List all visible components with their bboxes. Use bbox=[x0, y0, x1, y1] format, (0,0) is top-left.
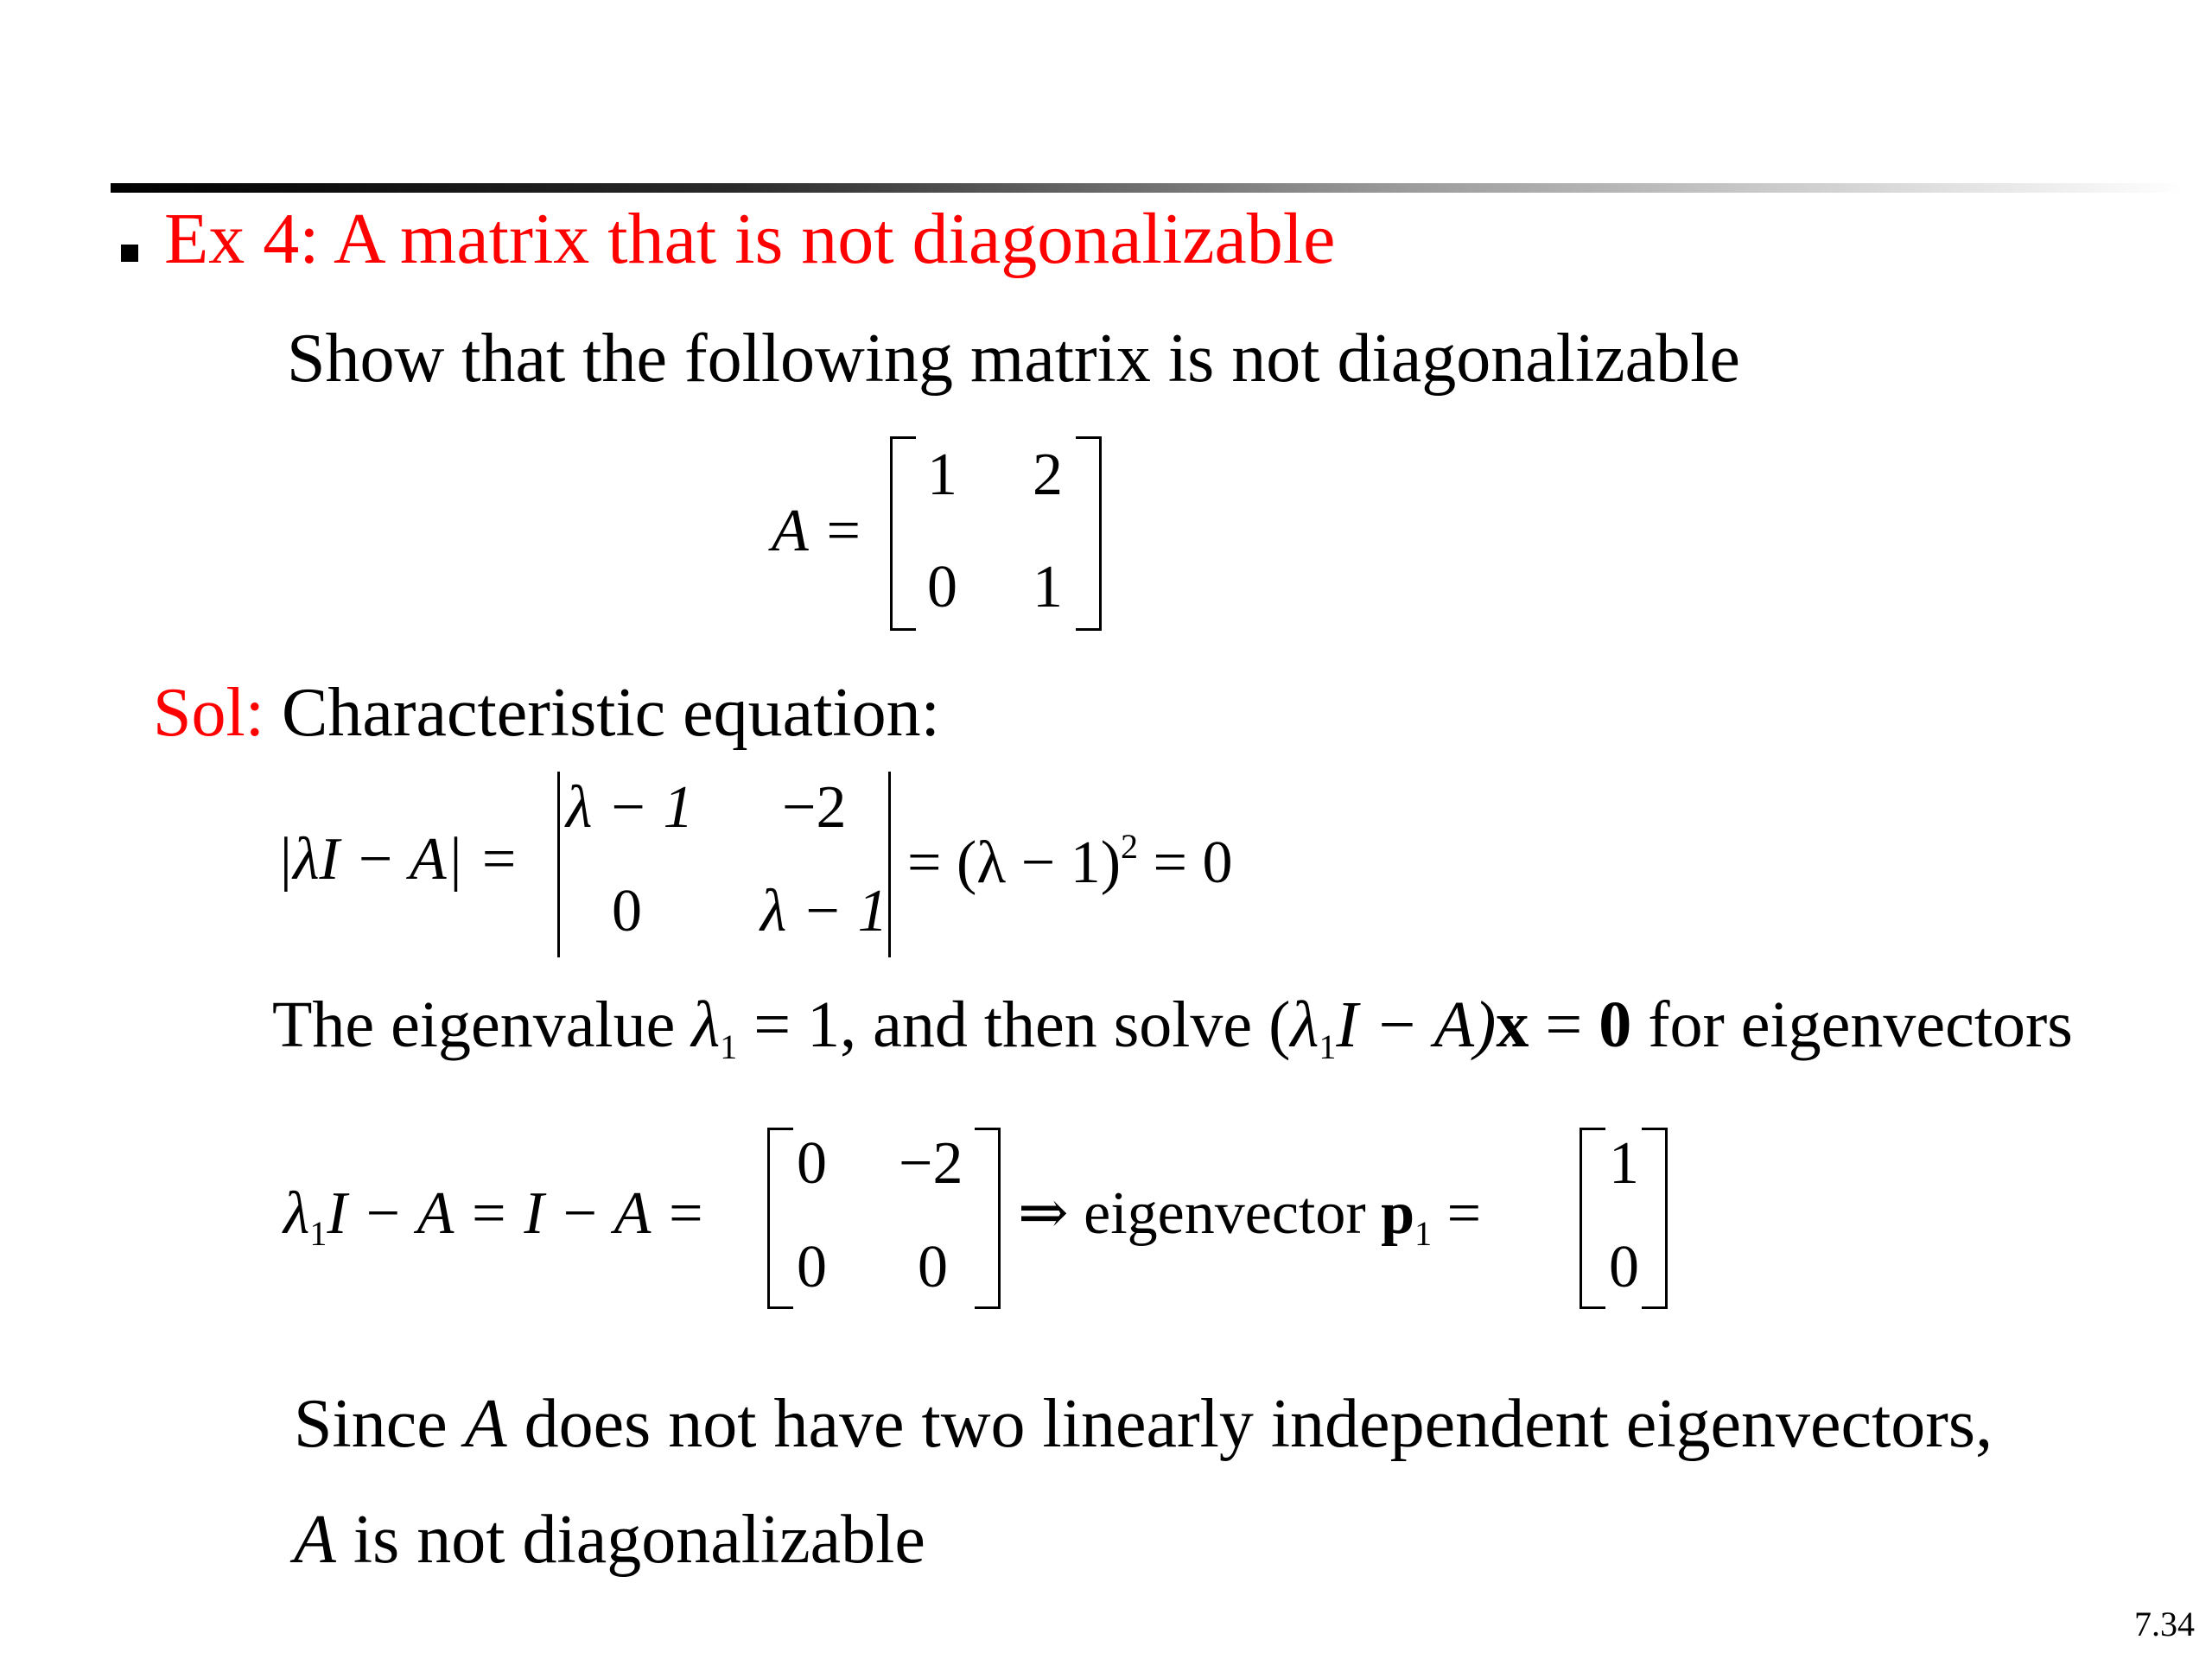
eigen-text: = 1, and then solve ( bbox=[737, 988, 1291, 1061]
conclusion-text: is not diagonalizable bbox=[335, 1502, 925, 1578]
determinant-entry: 0 bbox=[612, 878, 642, 944]
eigen-text: for eigenvectors bbox=[1631, 988, 2073, 1061]
matrix-a-lhs: A = bbox=[772, 498, 864, 564]
matrix-right-bracket bbox=[975, 1128, 1001, 1309]
matrix-a-entry: 0 bbox=[927, 554, 957, 620]
lambda-subscript: 1 bbox=[720, 1027, 738, 1066]
matrix-entry: 0 bbox=[797, 1130, 827, 1197]
conclusion-text: Since bbox=[294, 1386, 465, 1462]
char-eq-rhs-end: = 0 bbox=[1138, 830, 1233, 896]
matrix-left-bracket bbox=[767, 1128, 793, 1309]
determinant-entry: λ − 1 bbox=[566, 774, 694, 841]
title-rule bbox=[111, 183, 2184, 193]
determinant-entry: λ − 1 bbox=[760, 878, 888, 944]
vector-x: x bbox=[1496, 988, 1529, 1061]
zero-vector: 0 bbox=[1599, 988, 1632, 1061]
implies-arrow: ⇒ bbox=[1018, 1180, 1069, 1247]
char-eq-exponent: 2 bbox=[1121, 827, 1139, 866]
char-eq-rhs-base: = (λ − 1) bbox=[907, 830, 1122, 896]
conclusion-line-2 bbox=[294, 1502, 925, 1578]
matrix-entry: 0 bbox=[918, 1234, 948, 1300]
eigen-text: The eigenvalue bbox=[272, 988, 692, 1061]
matrix-symbol: A bbox=[294, 1502, 336, 1578]
eigen-text: I − A) bbox=[1336, 988, 1497, 1061]
lambda-symbol: λ bbox=[691, 988, 721, 1061]
solution-text: Characteristic equation: bbox=[264, 675, 940, 751]
matrix-a-entry: 1 bbox=[927, 442, 957, 508]
vector-left-bracket bbox=[1580, 1128, 1605, 1309]
bullet-square bbox=[121, 245, 138, 262]
determinant-left-bar bbox=[557, 772, 560, 957]
equals-sign: = bbox=[1432, 1180, 1482, 1247]
vector-entry: 1 bbox=[1609, 1130, 1639, 1197]
vector-p-subscript: 1 bbox=[1414, 1214, 1433, 1253]
eigenvalue-statement bbox=[272, 988, 2073, 1066]
lambda-subscript: 1 bbox=[1319, 1027, 1337, 1066]
char-eq-rhs bbox=[907, 827, 1233, 896]
lambda-subscript: 1 bbox=[309, 1214, 327, 1253]
eigenvector-result bbox=[1018, 1180, 1482, 1253]
solution-label: Sol: bbox=[153, 675, 264, 751]
determinant-right-bar bbox=[888, 772, 891, 957]
lambda-i-minus-a-text: I − A = I − A = bbox=[327, 1180, 706, 1247]
problem-statement: Show that the following matrix is not diagonalizable bbox=[287, 321, 1740, 397]
page-number: 7.34 bbox=[2134, 1605, 2195, 1643]
matrix-a-right-bracket bbox=[1076, 436, 1102, 631]
char-eq-lhs: |λI − A| = bbox=[276, 826, 519, 893]
conclusion-text: does not have two linearly independent eigenvectors, bbox=[506, 1386, 1993, 1462]
lambda-symbol: λ bbox=[1290, 988, 1319, 1061]
lambda-i-minus-a-lhs bbox=[283, 1180, 706, 1253]
vector-entry: 0 bbox=[1609, 1234, 1639, 1300]
eigenvector-word: eigenvector bbox=[1068, 1180, 1382, 1247]
conclusion-line-1 bbox=[294, 1386, 1993, 1462]
matrix-a-entry: 1 bbox=[1033, 554, 1063, 620]
matrix-a-left-bracket bbox=[890, 436, 916, 631]
matrix-entry: 0 bbox=[797, 1234, 827, 1300]
example-title: Ex 4: A matrix that is not diagonalizable bbox=[164, 199, 1336, 279]
matrix-symbol: A bbox=[464, 1386, 507, 1462]
vector-right-bracket bbox=[1642, 1128, 1668, 1309]
lambda-symbol: λ bbox=[283, 1180, 310, 1247]
eigen-text: = bbox=[1529, 988, 1599, 1061]
determinant-entry: −2 bbox=[782, 774, 847, 841]
solution-heading bbox=[153, 675, 940, 751]
matrix-entry: −2 bbox=[899, 1130, 963, 1197]
vector-p: p bbox=[1381, 1180, 1415, 1247]
matrix-a-entry: 2 bbox=[1033, 442, 1063, 508]
